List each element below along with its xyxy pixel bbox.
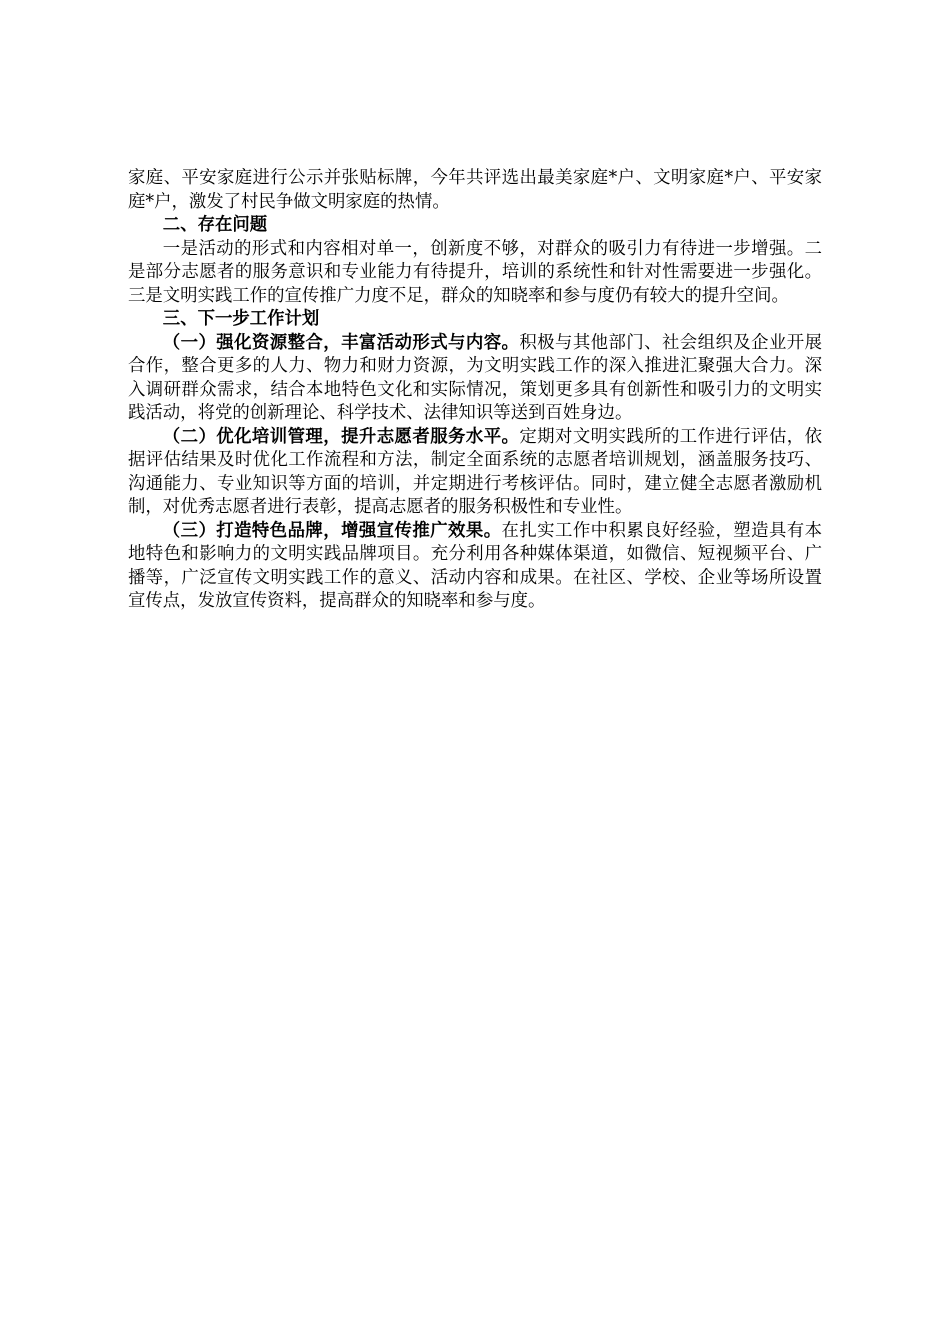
plan-item-2-body: 定期对文明实践所的工作进行评估，依据评估结果及时优化工作流程和方法，制定全面系统的志愿者培训规划，涵盖服务技巧、沟通能力、专业知识等方面的培训，并定期进行考核评估。同时，建立健全志愿者激励机制，对优秀志愿者进行表彰，提高志愿者的服务积极性和专业性。 [128, 426, 822, 517]
section-heading-problems: 二、存在问题 [162, 215, 268, 235]
plan-item-2 [128, 426, 822, 520]
plan-item-1-lead: （一）强化资源整合，丰富活动形式与内容。 [162, 332, 520, 353]
problems-paragraph: 一是活动的形式和内容相对单一，创新度不够，对群众的吸引力有待进一步增强。二是部分志愿者的服务意识和专业能力有待提升，培训的系统性和针对性需要进一步强化。三是文明实践工作的宣传推广力度不足，群众的知晓率和参与度仍有较大的提升空间。 [128, 238, 822, 306]
document-body [128, 167, 822, 614]
plan-item-1-body: 积极与其他部门、社会组织及企业开展合作，整合更多的人力、物力和财力资源，为文明实践工作的深入推进汇聚强大合力。深入调研群众需求，结合本地特色文化和实际情况，策划更多具有创新性和吸引力的文明实践活动，将党的创新理论、科学技术、法律知识等送到百姓身边。 [128, 332, 822, 423]
plan-item-3-body: 在扎实工作中积累良好经验，塑造具有本地特色和影响力的文明实践品牌项目。充分利用各种媒体渠道，如微信、短视频平台、广播等，广泛宣传文明实践工作的意义、活动内容和成果。在社区、学校、企业等场所设置宣传点，发放宣传资料，提高群众的知晓率和参与度。 [128, 520, 822, 611]
plan-item-1 [128, 332, 822, 426]
section-heading-next-steps: 三、下一步工作计划 [162, 309, 320, 329]
plan-item-3 [128, 520, 822, 614]
continuation-paragraph: 家庭、平安家庭进行公示并张贴标牌，今年共评选出最美家庭*户、文明家庭*户、平安家庭*户，激发了村民争做文明家庭的热情。 [128, 168, 822, 212]
plan-item-3-lead: （三）打造特色品牌，增强宣传推广效果。 [162, 520, 502, 541]
plan-item-2-lead: （二）优化培训管理，提升志愿者服务水平。 [162, 426, 520, 447]
